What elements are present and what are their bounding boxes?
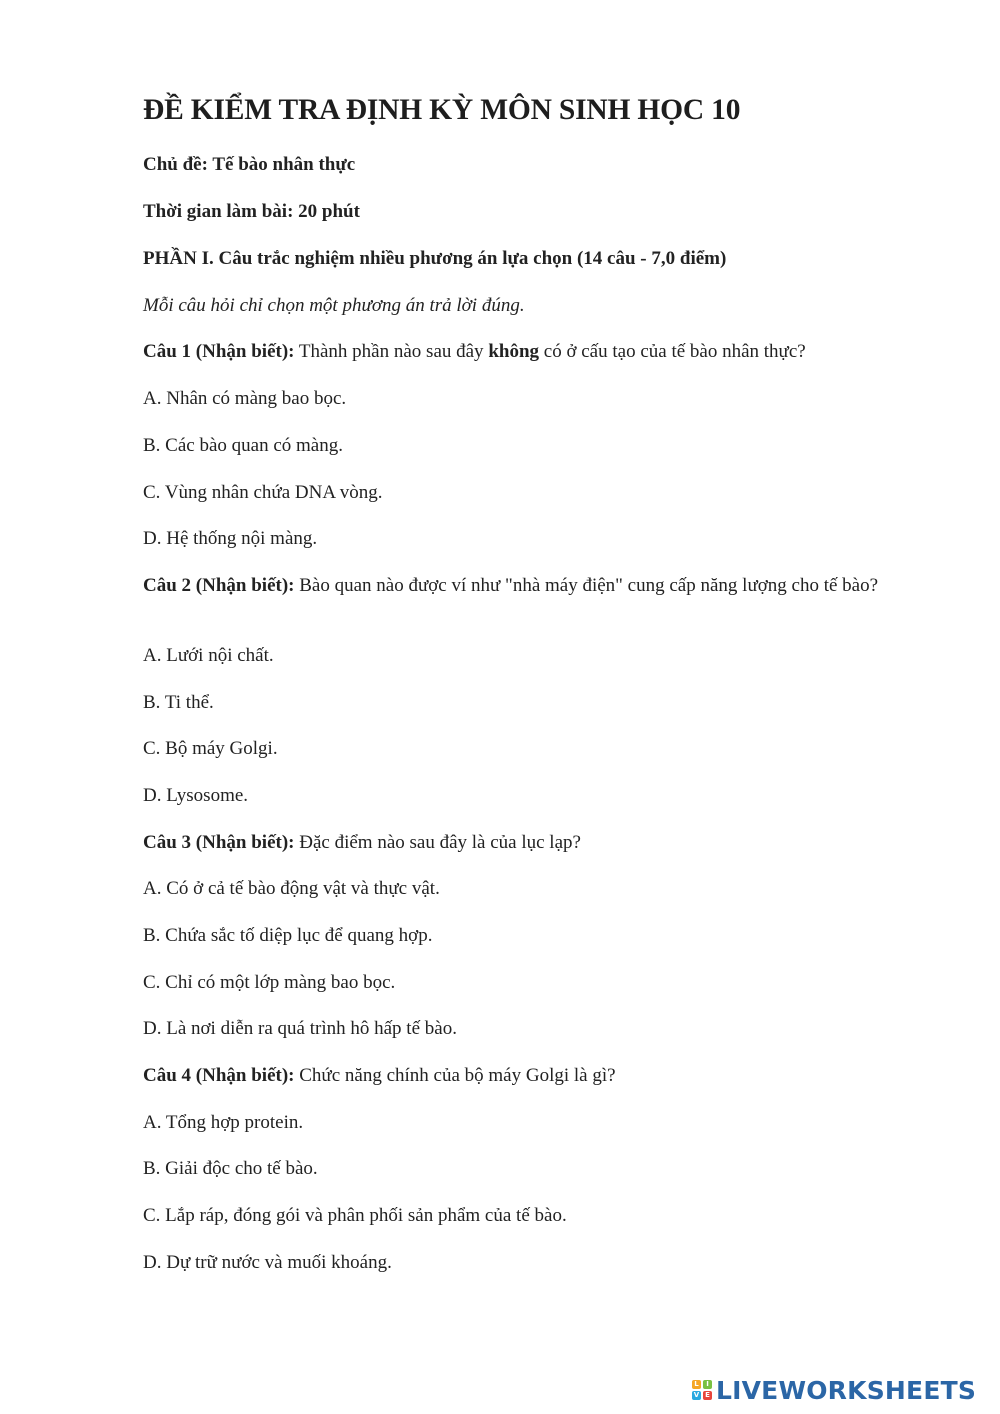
question-2 xyxy=(143,574,888,598)
question-text: Chức năng chính của bộ máy Golgi là gì? xyxy=(294,1065,616,1086)
question-1 xyxy=(143,340,806,364)
liveworksheets-logo-icon xyxy=(692,1380,712,1400)
question-1-option-c: C. Vùng nhân chứa DNA vòng. xyxy=(143,482,383,503)
instruction-line: Mỗi câu hỏi chỉ chọn một phương án trả lời đúng. xyxy=(143,295,525,316)
question-text: có ở cấu tạo của tế bào nhân thực? xyxy=(539,341,806,362)
question-3 xyxy=(143,831,581,855)
question-1-option-a: A. Nhân có màng bao bọc. xyxy=(143,388,347,409)
question-1-option-b: B. Các bào quan có màng. xyxy=(143,435,343,456)
logo-wordmark: LIVEWORKSHEETS xyxy=(716,1375,977,1405)
question-4-option-d: D. Dự trữ nước và muối khoáng. xyxy=(143,1252,392,1273)
question-label: Câu 3 (Nhận biết): xyxy=(143,832,295,853)
question-label: Câu 4 (Nhận biết): xyxy=(143,1065,295,1086)
question-label: Câu 1 (Nhận biết): xyxy=(143,341,295,362)
liveworksheets-logo xyxy=(692,1376,976,1404)
question-4-option-b: B. Giải độc cho tế bào. xyxy=(143,1158,318,1179)
question-4 xyxy=(143,1064,616,1088)
question-4-option-a: A. Tổng hợp protein. xyxy=(143,1112,304,1133)
question-3-option-c: C. Chỉ có một lớp màng bao bọc. xyxy=(143,972,396,993)
duration-line: Thời gian làm bài: 20 phút xyxy=(143,201,360,222)
worksheet-title: ĐỀ KIỂM TRA ĐỊNH KỲ MÔN SINH HỌC 10 xyxy=(143,94,741,126)
question-2-option-a: A. Lưới nội chất. xyxy=(143,645,274,666)
question-label: Câu 2 (Nhận biết): xyxy=(143,575,295,596)
question-3-option-a: A. Có ở cả tế bào động vật và thực vật. xyxy=(143,878,440,899)
question-2-option-b: B. Ti thể. xyxy=(143,692,214,713)
question-4-option-c: C. Lắp ráp, đóng gói và phân phối sản phẩm của tế bào. xyxy=(143,1205,567,1226)
question-3-option-d: D. Là nơi diễn ra quá trình hô hấp tế bào. xyxy=(143,1018,457,1039)
logo-tile-e: E xyxy=(703,1391,712,1400)
question-1-option-d: D. Hệ thống nội màng. xyxy=(143,528,318,549)
question-text: Bào quan nào được ví như "nhà máy điện" cung cấp năng lượng cho tế bào? xyxy=(294,575,879,596)
logo-tile-v: V xyxy=(693,1391,700,1399)
question-3-option-b: B. Chứa sắc tố diệp lục để quang hợp. xyxy=(143,925,433,946)
question-text: Thành phần nào sau đây xyxy=(294,341,489,362)
section-heading: PHẦN I. Câu trắc nghiệm nhiều phương án lựa chọn (14 câu - 7,0 điểm) xyxy=(143,248,727,269)
question-2-option-d: D. Lysosome. xyxy=(143,785,249,806)
question-text: Đặc điểm nào sau đây là của lục lạp? xyxy=(294,832,581,853)
question-2-option-c: C. Bộ máy Golgi. xyxy=(143,738,278,759)
topic-line: Chủ đề: Tế bào nhân thực xyxy=(143,154,356,175)
logo-tile-l: L xyxy=(692,1380,701,1389)
logo-tile-i: I xyxy=(703,1380,712,1389)
question-emphasis: không xyxy=(488,341,540,362)
